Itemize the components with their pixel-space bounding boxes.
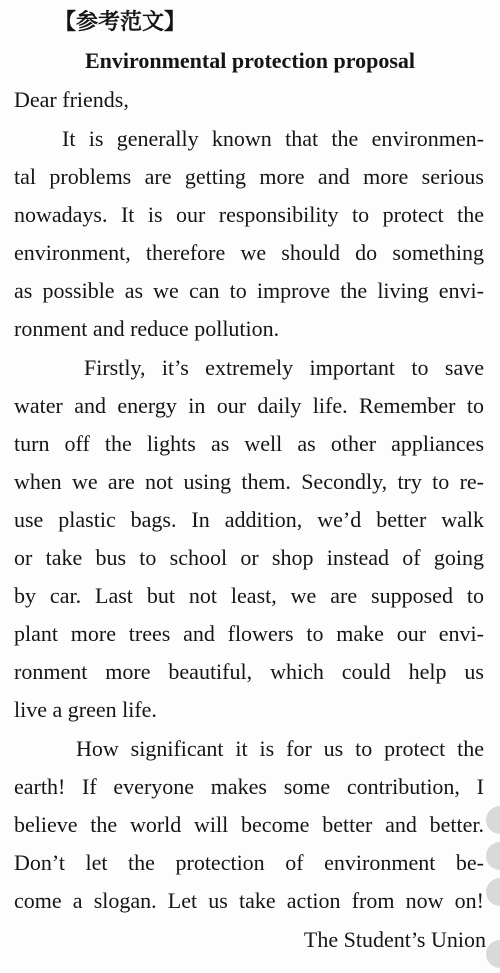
body-line: It is generally known that the environmen- xyxy=(62,126,484,151)
binder-hole xyxy=(486,806,500,834)
body-line: water and energy in our daily life. Remember to xyxy=(14,393,484,418)
body-line: plant more trees and flowers to make our envi- xyxy=(14,621,484,646)
body-line: Don’t let the protection of environment be- xyxy=(14,850,484,875)
signature: The Student’s Union xyxy=(303,927,486,952)
body-line: turn off the lights as well as other appliances xyxy=(14,431,484,456)
body-line: ronment more beautiful, which could help us xyxy=(14,659,484,684)
body-line: live a green life. xyxy=(14,697,157,722)
body-line: as possible as we can to improve the living envi- xyxy=(14,278,484,303)
body-line: when we are not using them. Secondly, try to re- xyxy=(14,469,484,494)
body-line: tal problems are getting more and more serious xyxy=(14,164,484,189)
body-line: How significant it is for us to protect the xyxy=(76,736,484,761)
body-line: use plastic bags. In addition, we’d better walk xyxy=(14,507,484,532)
body-line: believe the world will become better and better. xyxy=(14,812,484,837)
reference-label: 【参考范文】 xyxy=(54,10,187,35)
body-line: Firstly, it’s extremely important to save xyxy=(84,355,484,380)
body-line: by car. Last but not least, we are supposed to xyxy=(14,583,484,608)
body-line: or take bus to school or shop instead of going xyxy=(14,545,484,570)
salutation: Dear friends, xyxy=(14,87,129,112)
document-title: Environmental protection proposal xyxy=(84,48,416,73)
body-line: ronment and reduce pollution. xyxy=(14,316,280,341)
body-line: come a slogan. Let us take action from now on! xyxy=(14,888,484,913)
body-line: earth! If everyone makes some contribution, I xyxy=(14,774,484,799)
body-line: nowadays. It is our responsibility to protect the xyxy=(14,202,484,227)
binder-hole xyxy=(486,842,500,870)
binder-hole xyxy=(486,940,500,968)
binder-hole xyxy=(486,878,500,906)
body-line: environment, therefore we should do something xyxy=(14,240,484,265)
